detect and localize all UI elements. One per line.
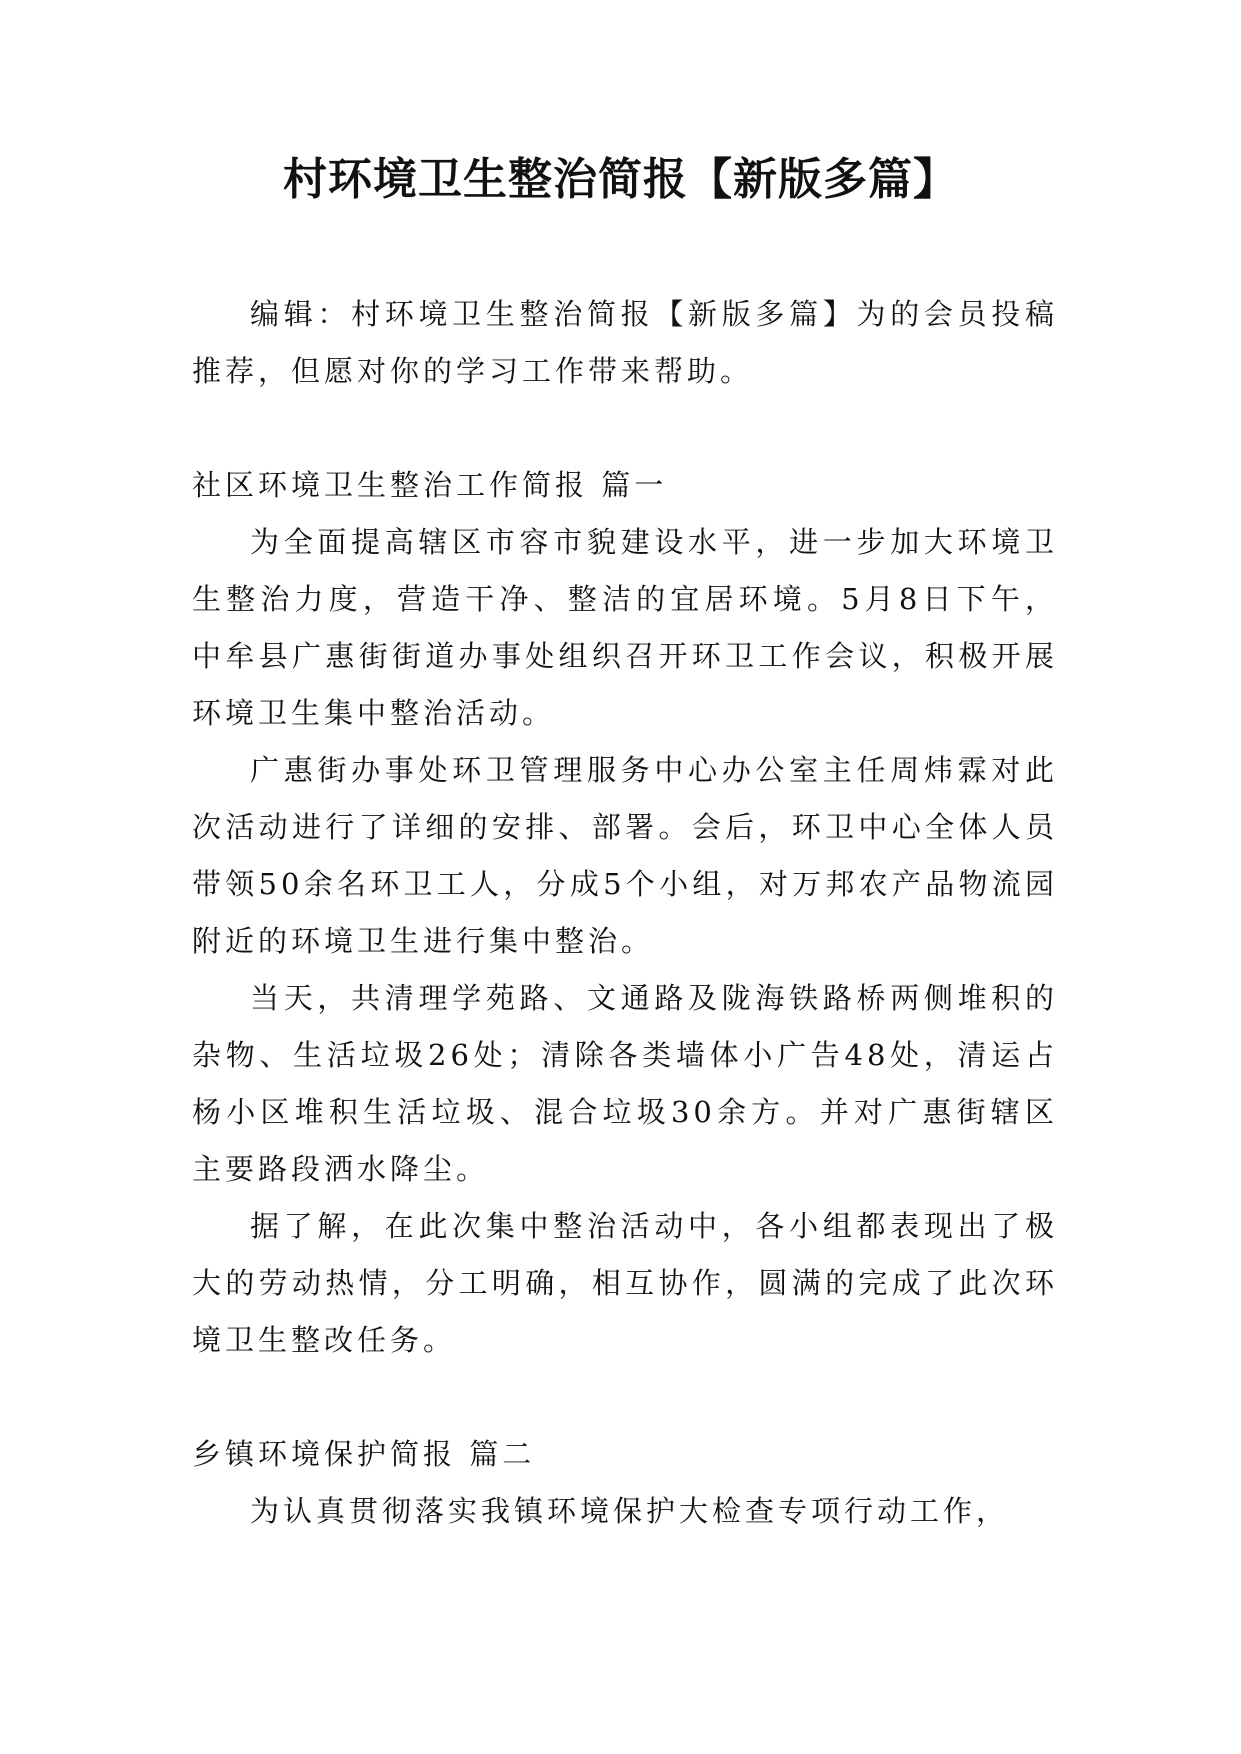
section1-paragraph-2: 广惠街办事处环卫管理服务中心办公室主任周炜霖对此次活动进行了详细的安排、部署。会后，环卫中心全体人员带领50余名环卫工人，分成5个小组，对万邦农产品物流园附近的环境卫生进行集中整治。	[192, 753, 1058, 958]
paragraph-gap	[192, 1369, 1058, 1426]
document-body	[192, 286, 1058, 1540]
intro-paragraph: 编辑：村环境卫生整治简报【新版多篇】为的会员投稿推荐，但愿对你的学习工作带来帮助。	[192, 297, 1058, 388]
section-heading-2: 乡镇环境保护简报 篇二	[192, 1437, 536, 1471]
section1-paragraph-3: 当天，共清理学苑路、文通路及陇海铁路桥两侧堆积的杂物、生活垃圾26处；清除各类墙体小广告48处，清运占杨小区堆积生活垃圾、混合垃圾30余方。并对广惠街辖区主要路段洒水降尘。	[192, 981, 1058, 1186]
section-heading-1: 社区环境卫生整治工作简报 篇一	[192, 468, 668, 502]
section1-paragraph-1: 为全面提高辖区市容市貌建设水平，进一步加大环境卫生整治力度，营造干净、整洁的宜居环境。5月8日下午，中牟县广惠街街道办事处组织召开环卫工作会议，积极开展环境卫生集中整治活动。	[192, 525, 1058, 730]
section2-paragraph-1: 为认真贯彻落实我镇环境保护大检查专项行动工作，	[250, 1494, 1010, 1528]
paragraph-gap	[192, 400, 1058, 457]
document-title: 村环境卫生整治简报【新版多篇】	[283, 154, 958, 205]
section1-paragraph-4: 据了解，在此次集中整治活动中，各小组都表现出了极大的劳动热情，分工明确，相互协作，圆满的完成了此次环境卫生整改任务。	[192, 1209, 1058, 1357]
